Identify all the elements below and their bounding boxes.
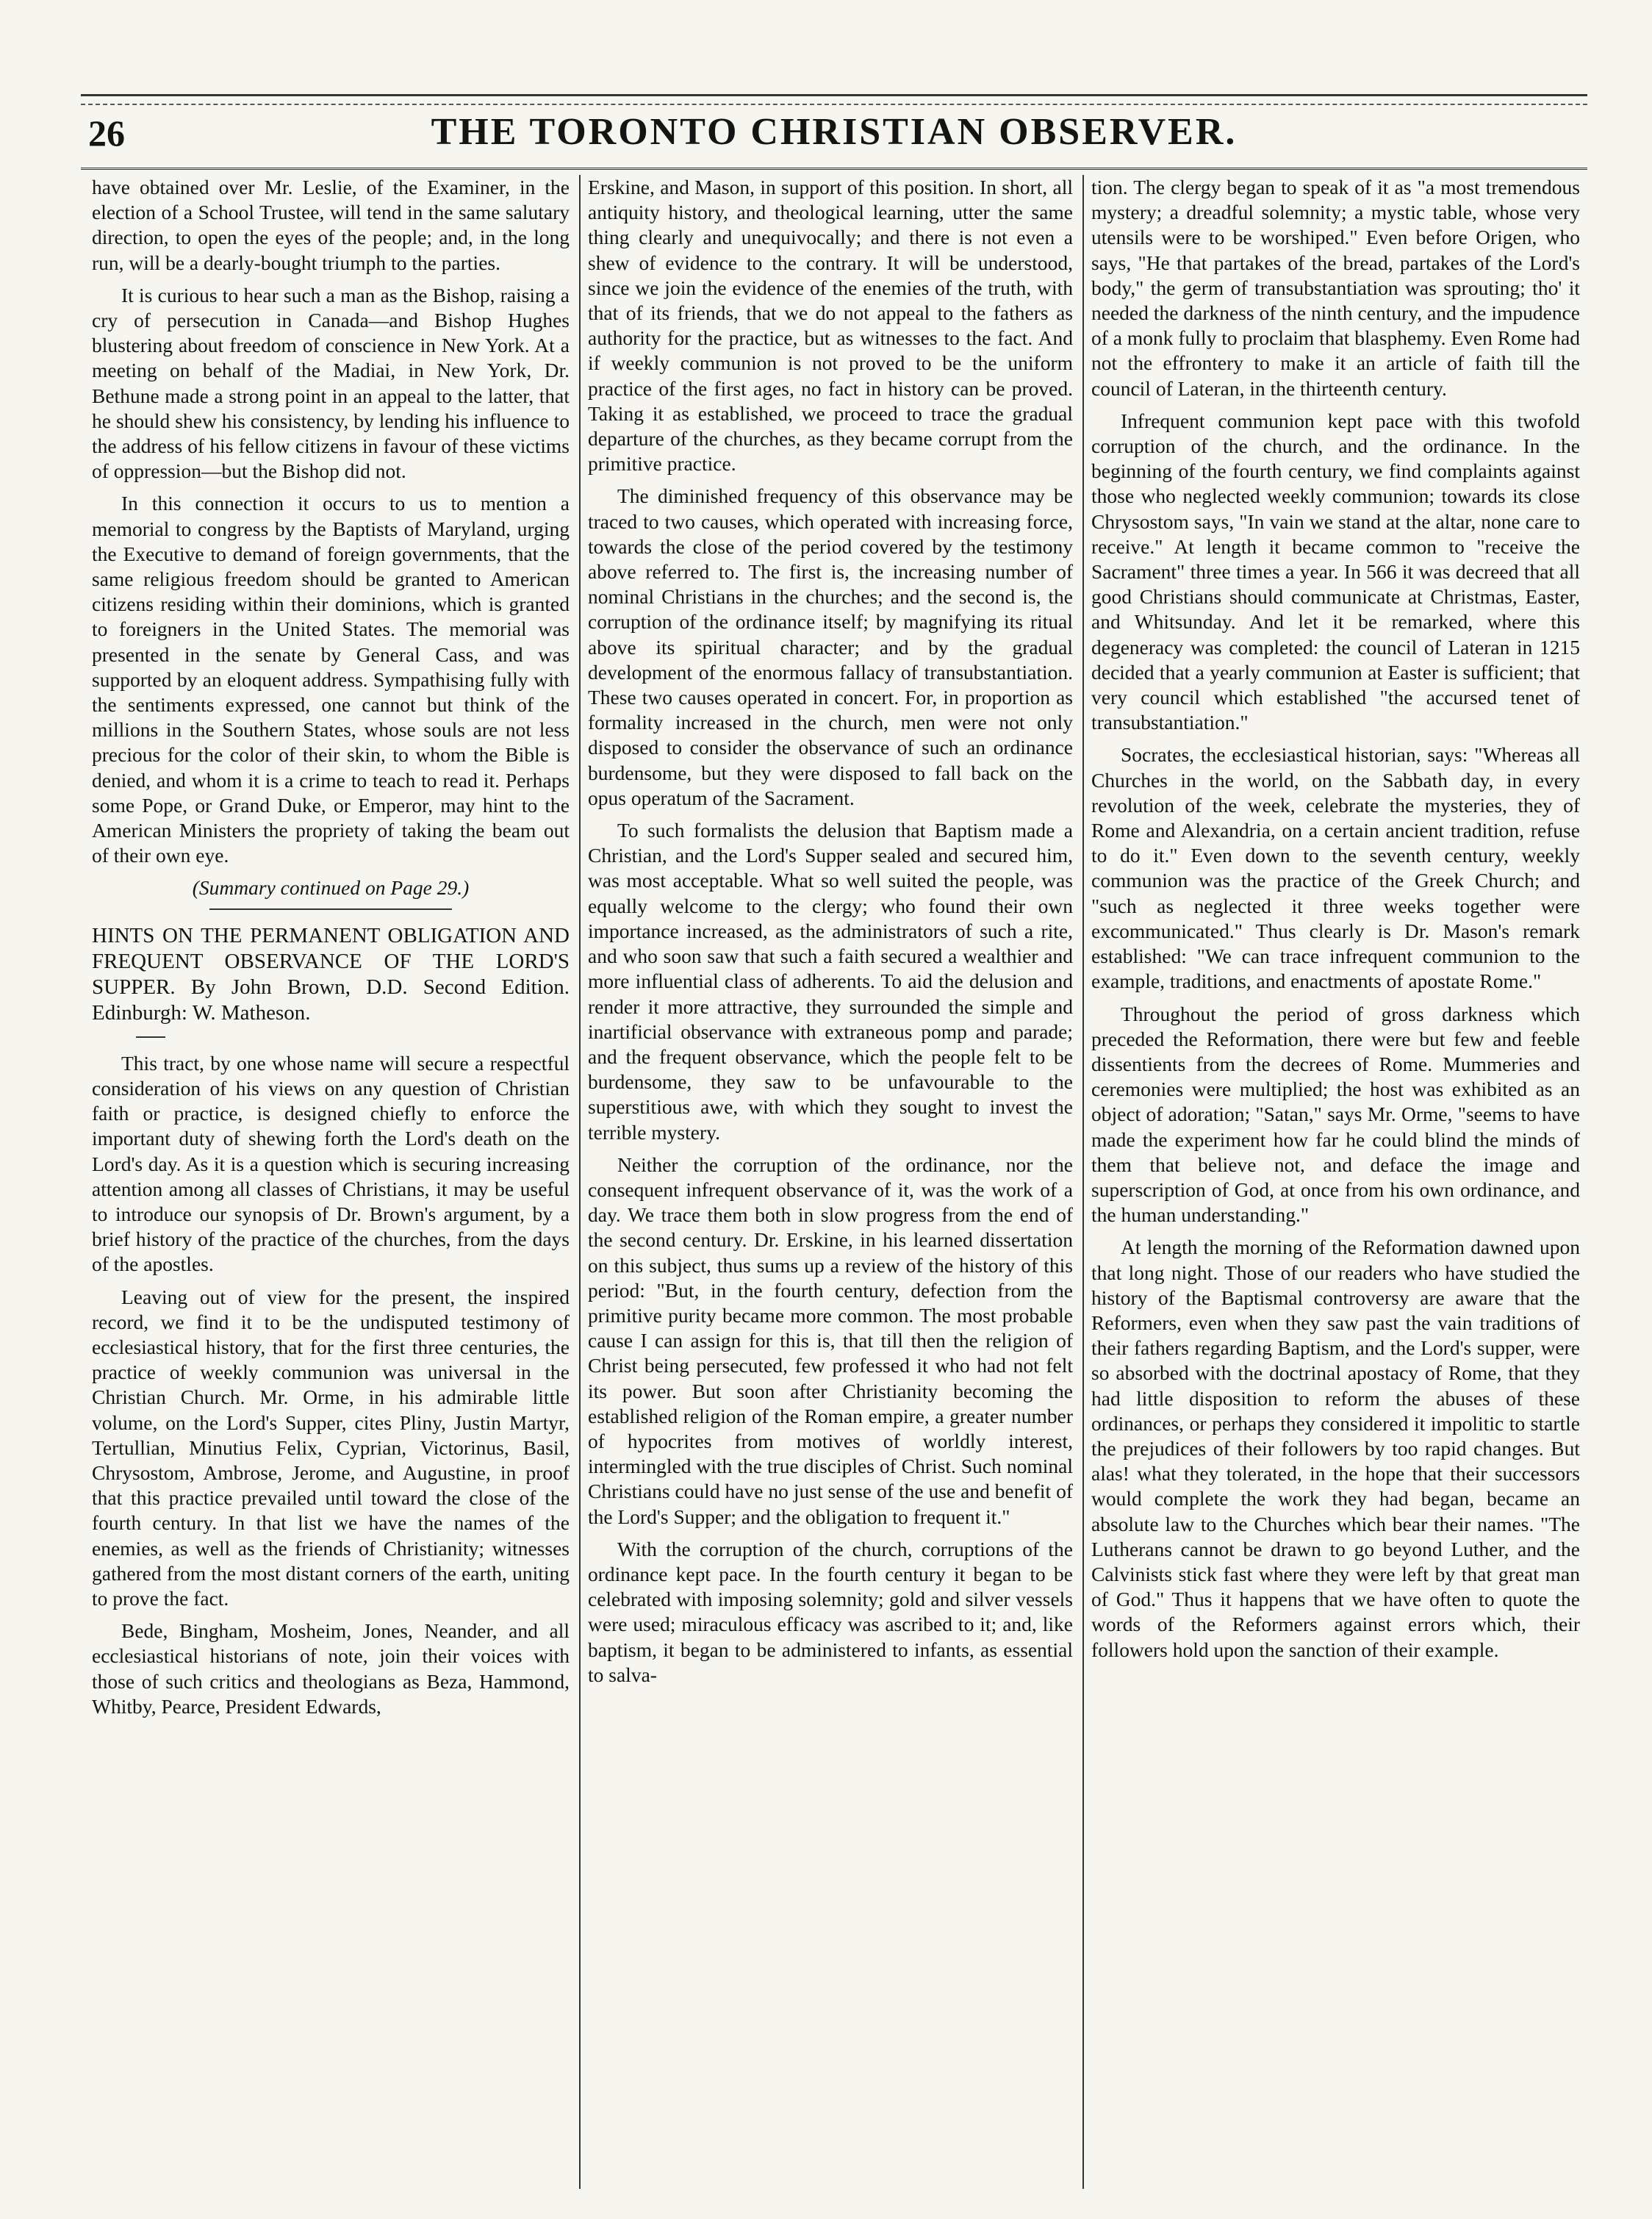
top-ornamental-rule bbox=[81, 94, 1587, 105]
summary-continued-note: (Summary continued on Page 29.) bbox=[192, 876, 470, 900]
page-number: 26 bbox=[88, 112, 125, 154]
column-divider-2 bbox=[1082, 175, 1084, 2189]
column-3 bbox=[1091, 175, 1580, 2189]
heading-rule bbox=[136, 1036, 165, 1038]
column3-paragraph-3: Socrates, the ecclesiastical historian, says: "Whereas all Churches in the world, on the Sabbath day, in every revolution of the week, celebrate the mysteries, they of Rome and Alexandria, on a certain ancient tradition, refuse to do it." Even down to the seventh century, weekly communion was the practice of the Greek Church; and "such as neglected it three weeks together were excommunicated." Thus clearly is Dr. Mason's remark established: "We can trace infrequent communion to the example, traditions, and enactments of apostate Rome." bbox=[1091, 743, 1580, 993]
column1-paragraph-2: It is curious to hear such a man as the Bishop, raising a cry of persecution in Canada—and Bishop Hughes blustering about freedom of conscience in New York. At a meeting on behalf of the Madiai, in New York, Dr. Bethune made a strong point in an appeal to the latter, that he should shew his consistency, by lending his influence to the address of his fellow citizens in favour of these victims of oppression—but the Bishop did not. bbox=[92, 283, 570, 483]
page-header bbox=[81, 110, 1587, 162]
column-divider-1 bbox=[579, 175, 581, 2189]
column2-paragraph-2: The diminished frequency of this observance may be traced to two causes, which operated with increasing force, towards the close of the period covered by the testimony above referred to. The first is, the increasing number of nominal Christians in the churches; and the second is, the corruption of the ordinance itself; by magnifying its ritual above its spiritual character; and by the gradual development of the enormous fallacy of transubstantiation. These two causes operated in concert. For, in proportion as formality increased in the church, men were not only disposed to consider the observance of such an ordinance burdensome, but they were disposed to fall back on the opus operatum of the Sacrament. bbox=[588, 484, 1073, 809]
section-rule bbox=[209, 908, 452, 910]
column2-paragraph-4: Neither the corruption of the ordinance, nor the consequent infrequent observance of it, was the work of a day. We trace them both in slow progress from the end of the second century. Dr. Erskine, in his learned dissertation on this subject, thus sums up a review of the history of this period: "But, in the fourth century, defection from the primitive purity became more common. The most probable cause I can assign for this is, that till then the religion of Christ being persecuted, few professed it who had not felt its power. But soon after Christianity becoming the established religion of the Roman empire, a greater number of hypocrites from motives of worldly interest, intermingled with the true disciples of Christ. Such nominal Christians could have no just sense of the use and benefit of the Lord's Supper; and the obligation to frequent it." bbox=[588, 1152, 1073, 1528]
column1-paragraph-1: have obtained over Mr. Leslie, of the Examiner, in the election of a School Trustee, will tend in the same salutary direction, to open the eyes of the people; and, in the long run, will be a dearly-bought triumph to the parties. bbox=[92, 176, 570, 274]
column3-paragraph-1: tion. The clergy began to speak of it as "a most tremendous mystery; a dreadful solemnity; a mystic table, whose very utensils were to be worshiped." Even before Origen, who says, "He that partakes of the bread, partakes of the Lord's body," the germ of transubstantiation was sprouting; tho' it needed the darkness of the ninth century, and the impudence of a monk fully to proclaim that blasphemy. Even Rome had not the effrontery to make it an article of faith till the council of Lateran, in the thirteenth century. bbox=[1091, 176, 1580, 400]
column1-paragraph-4: This tract, by one whose name will secure a respectful consideration of his views on any question of Christian faith or practice, is designed chiefly to enforce the important duty of shewing forth the Lord's death on the Lord's day. As it is a question which is securing increasing attention among all classes of Christians, it may be useful to introduce our synopsis of Dr. Brown's argument, by a brief history of the practice of the churches, from the days of the apostles. bbox=[92, 1051, 570, 1276]
column2-paragraph-1: Erskine, and Mason, in support of this position. In short, all antiquity history, and theological learning, utter the same thing clearly and unequivocally; and there is not even a shew of evidence to the contrary. It will be understood, since we join the evidence of the enemies of the truth, with that of its friends, that we do not appeal to the fathers as authority for the practice, but as witnesses to the fact. And if weekly communion is not proved to be the uniform practice of the first ages, no fact in history can be proved. Taking it as established, we proceed to trace the gradual departure of the churches, as they became corrupt from the primitive practice. bbox=[588, 176, 1073, 476]
article-heading: HINTS ON THE PERMANENT OBLIGATION AND FREQUENT OBSERVANCE OF THE LORD'S SUPPER. By John Brown, D.D. Second Edition. Edinburgh: W. Matheson. bbox=[92, 923, 570, 1025]
column-1 bbox=[92, 175, 570, 2189]
column1-paragraph-3: In this connection it occurs to us to mention a memorial to congress by the Baptists of Maryland, urging the Executive to demand of foreign governments, that the same religious freedom should be granted to American citizens residing within their dominions, which is granted to foreigners in the United States. The memorial was presented in the senate by General Cass, and was supported by an eloquent address. Sympathising fully with the sentiments expressed, one cannot but think of the millions in the Southern States, whose souls are not less precious for the color of their skin, to whom the Bible is denied, and whom it is a crime to teach to read it. Perhaps some Pope, or Grand Duke, or Emperor, may hint to the American Ministers the propriety of taking the beam out of their own eye. bbox=[92, 492, 570, 867]
column3-paragraph-2: Infrequent communion kept pace with this twofold corruption of the church, and the ordinance. In the beginning of the fourth century, we find complaints against those who neglected weekly communion; towards its close Chrysostom says, "In vain we stand at the altar, none care to receive." At length it became common to "receive the Sacrament" three times a year. In 566 it was decreed that all good Christians should communicate at Christmas, Easter, and Whitsunday. And let it be remarked, where this degeneracy was completed: the council of Lateran in 1215 decided that a yearly communion at Easter is sufficient; that very council which established "the accursed tenet of transubstantiation." bbox=[1091, 409, 1580, 734]
column1-paragraph-5: Leaving out of view for the present, the inspired record, we find it to be the undisputed testimony of ecclesiastical history, that for the first three centuries, the practice of weekly communion was universal in the Christian Church. Mr. Orme, in his admirable little volume, on the Lord's Supper, cites Pliny, Justin Martyr, Tertullian, Minutius Felix, Cyprian, Victorinus, Basil, Chrysostom, Ambrose, Jerome, and Augustine, in proof that this practice prevailed until toward the close of the fourth century. In that list we have the names of the enemies, as well as the friends of Christianity; witnesses gathered from the most distant corners of the earth, uniting to prove the fact. bbox=[92, 1285, 570, 1610]
column3-paragraph-4: Throughout the period of gross darkness which preceded the Reformation, there were but few and feeble dissentients from the decrees of Rome. Mummeries and ceremonies were multiplied; the host was exhibited as an object of adoration; "Satan," says Mr. Orme, "seems to have made the experiment how far he could blind the minds of them that believe not, and deface the image and superscription of God, at once from his own ordinance, and the human understanding." bbox=[1091, 1002, 1580, 1227]
column3-paragraph-5: At length the morning of the Reformation dawned upon that long night. Those of our readers who have studied the history of the Baptismal controversy are aware that the Reformers, even when they saw past the vain traditions of their fathers regarding Baptism, and the Lord's supper, were so absorbed with the doctrinal apostacy of Rome, that they had little disposition to reform the abuses of these ordinances, or perhaps they considered it impolitic to startle the prejudices of their followers by too rapid changes. But alas! what they tolerated, in the hope that their successors would complete the work they had began, became an absolute law to the Churches which bear their names. "The Lutherans cannot be drawn to go beyond Luther, and the Calvinists stick fast where they were left by that great man of God." Thus it happens that we have often to quote the words of the Reformers against errors which, their followers hold upon the sanction of their example. bbox=[1091, 1236, 1580, 1661]
column1-paragraph-6: Bede, Bingham, Mosheim, Jones, Neander, and all ecclesiastical historians of note, join their voices with those of such critics and theologians as Beza, Hammond, Whitby, Pearce, President Edwards, bbox=[92, 1619, 570, 1718]
column2-paragraph-5: With the corruption of the church, corruptions of the ordinance kept pace. In the fourth century it began to be celebrated with imposing solemnity; gold and silver vessels were used; miraculous efficacy was ascribed to it; and, like baptism, it began to be administered to infants, as essential to salva- bbox=[588, 1537, 1073, 1686]
header-rule bbox=[81, 163, 1587, 170]
column2-paragraph-3: To such formalists the delusion that Baptism made a Christian, and the Lord's Supper sealed and secured him, was most acceptable. What so well suited the people, was equally welcome to the clergy; who found their own importance increased, as the administrators of such a rite, and who soon saw that such a faith secured a wealthier and more influential class of adherents. To aid the delusion and render it more attractive, they surrounded the simple and inartificial observance with extraneous pomp and parade; and the frequent observance, which the people felt to be burdensome, they saw to be unfavourable to the superstitious awe, with which they sought to invest the terrible mystery. bbox=[588, 819, 1073, 1144]
column-2 bbox=[588, 175, 1073, 2189]
newspaper-title: THE TORONTO CHRISTIAN OBSERVER. bbox=[431, 111, 1238, 153]
